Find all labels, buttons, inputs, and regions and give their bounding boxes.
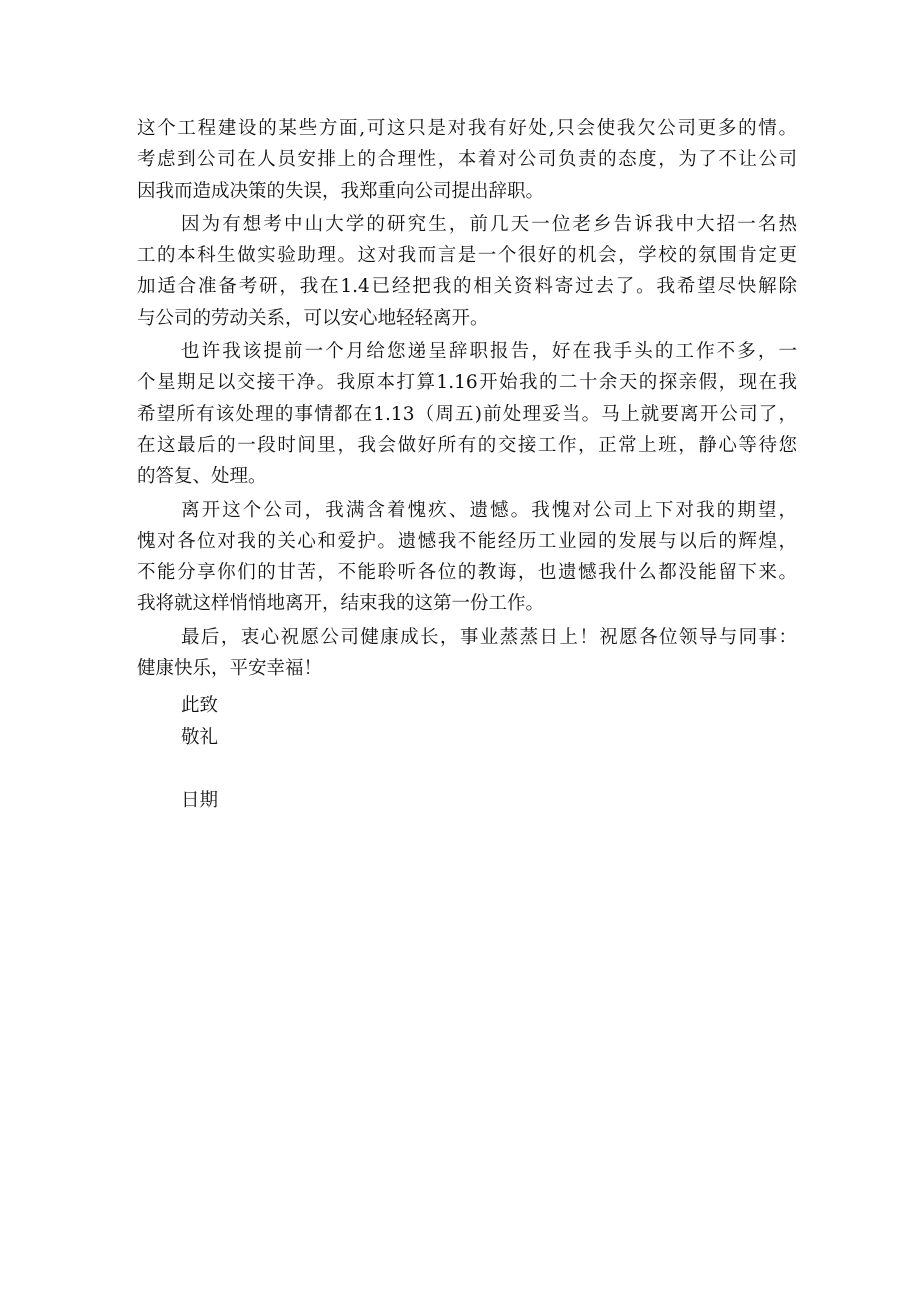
closing-salutation: 此致: [181, 695, 219, 717]
letter-body: [137, 113, 797, 816]
paragraph-line: 个星期足以交接干净。我原本打算1.16开始我的二十余天的探亲假，现在我: [137, 372, 797, 394]
closing-regards: 敬礼: [181, 726, 219, 748]
paragraph-line: 在这最后的一段时间里，我会做好所有的交接工作，正常上班，静心等待您: [137, 434, 797, 456]
paragraph-line: 与公司的劳动关系，可以安心地轻轻离开。: [137, 307, 489, 329]
paragraph-line: 不能分享你们的甘苦，不能聆听各位的教诲，也遗憾我什么都没能留下来。: [137, 562, 797, 584]
paragraph-line: 我将就这样悄悄地离开，结束我的这第一份工作。: [137, 593, 545, 615]
paragraph-line: 工的本科生做实验助理。这对我而言是一个很好的机会，学校的氛围肯定更: [137, 245, 797, 267]
paragraph-line: 健康快乐，平安幸福！: [137, 658, 323, 680]
paragraph-line: 因我而造成决策的失误，我郑重向公司提出辞职。: [137, 180, 545, 202]
paragraph-line: 加适合准备考研，我在1.4已经把我的相关资料寄过去了。我希望尽快解除: [137, 276, 797, 298]
paragraph-line: 希望所有该处理的事情都在1.13（周五)前处理妥当。马上就要离开公司了，: [137, 403, 797, 425]
date-label: 日期: [181, 789, 219, 811]
paragraph-line: 离开这个公司，我满含着愧疚、遗憾。我愧对公司上下对我的期望，: [181, 499, 797, 521]
date-block: [137, 785, 797, 816]
paragraph-line: 也许我该提前一个月给您递呈辞职报告，好在我手头的工作不多，一: [181, 341, 797, 363]
paragraph-2: [137, 209, 797, 334]
paragraph-4: [137, 495, 797, 620]
paragraph-line: 最后，衷心祝愿公司健康成长，事业蒸蒸日上！祝愿各位领导与同事：: [181, 626, 797, 648]
paragraph-1: [137, 113, 797, 207]
paragraph-line: 考虑到公司在人员安排上的合理性，本着对公司负责的态度，为了不让公司: [137, 149, 797, 171]
paragraph-5: [137, 622, 797, 685]
paragraph-line: 愧对各位对我的关心和爱护。遗憾我不能经历工业园的发展与以后的辉煌，: [137, 530, 797, 552]
paragraph-line: 的答复、处理。: [137, 466, 267, 488]
paragraph-line: 因为有想考中山大学的研究生，前几天一位老乡告诉我中大招一名热: [181, 213, 797, 235]
closing-block: [137, 690, 797, 753]
paragraph-3: [137, 336, 797, 492]
paragraph-line: 这个工程建设的某些方面,可这只是对我有好处,只会使我欠公司更多的情。: [137, 118, 797, 139]
